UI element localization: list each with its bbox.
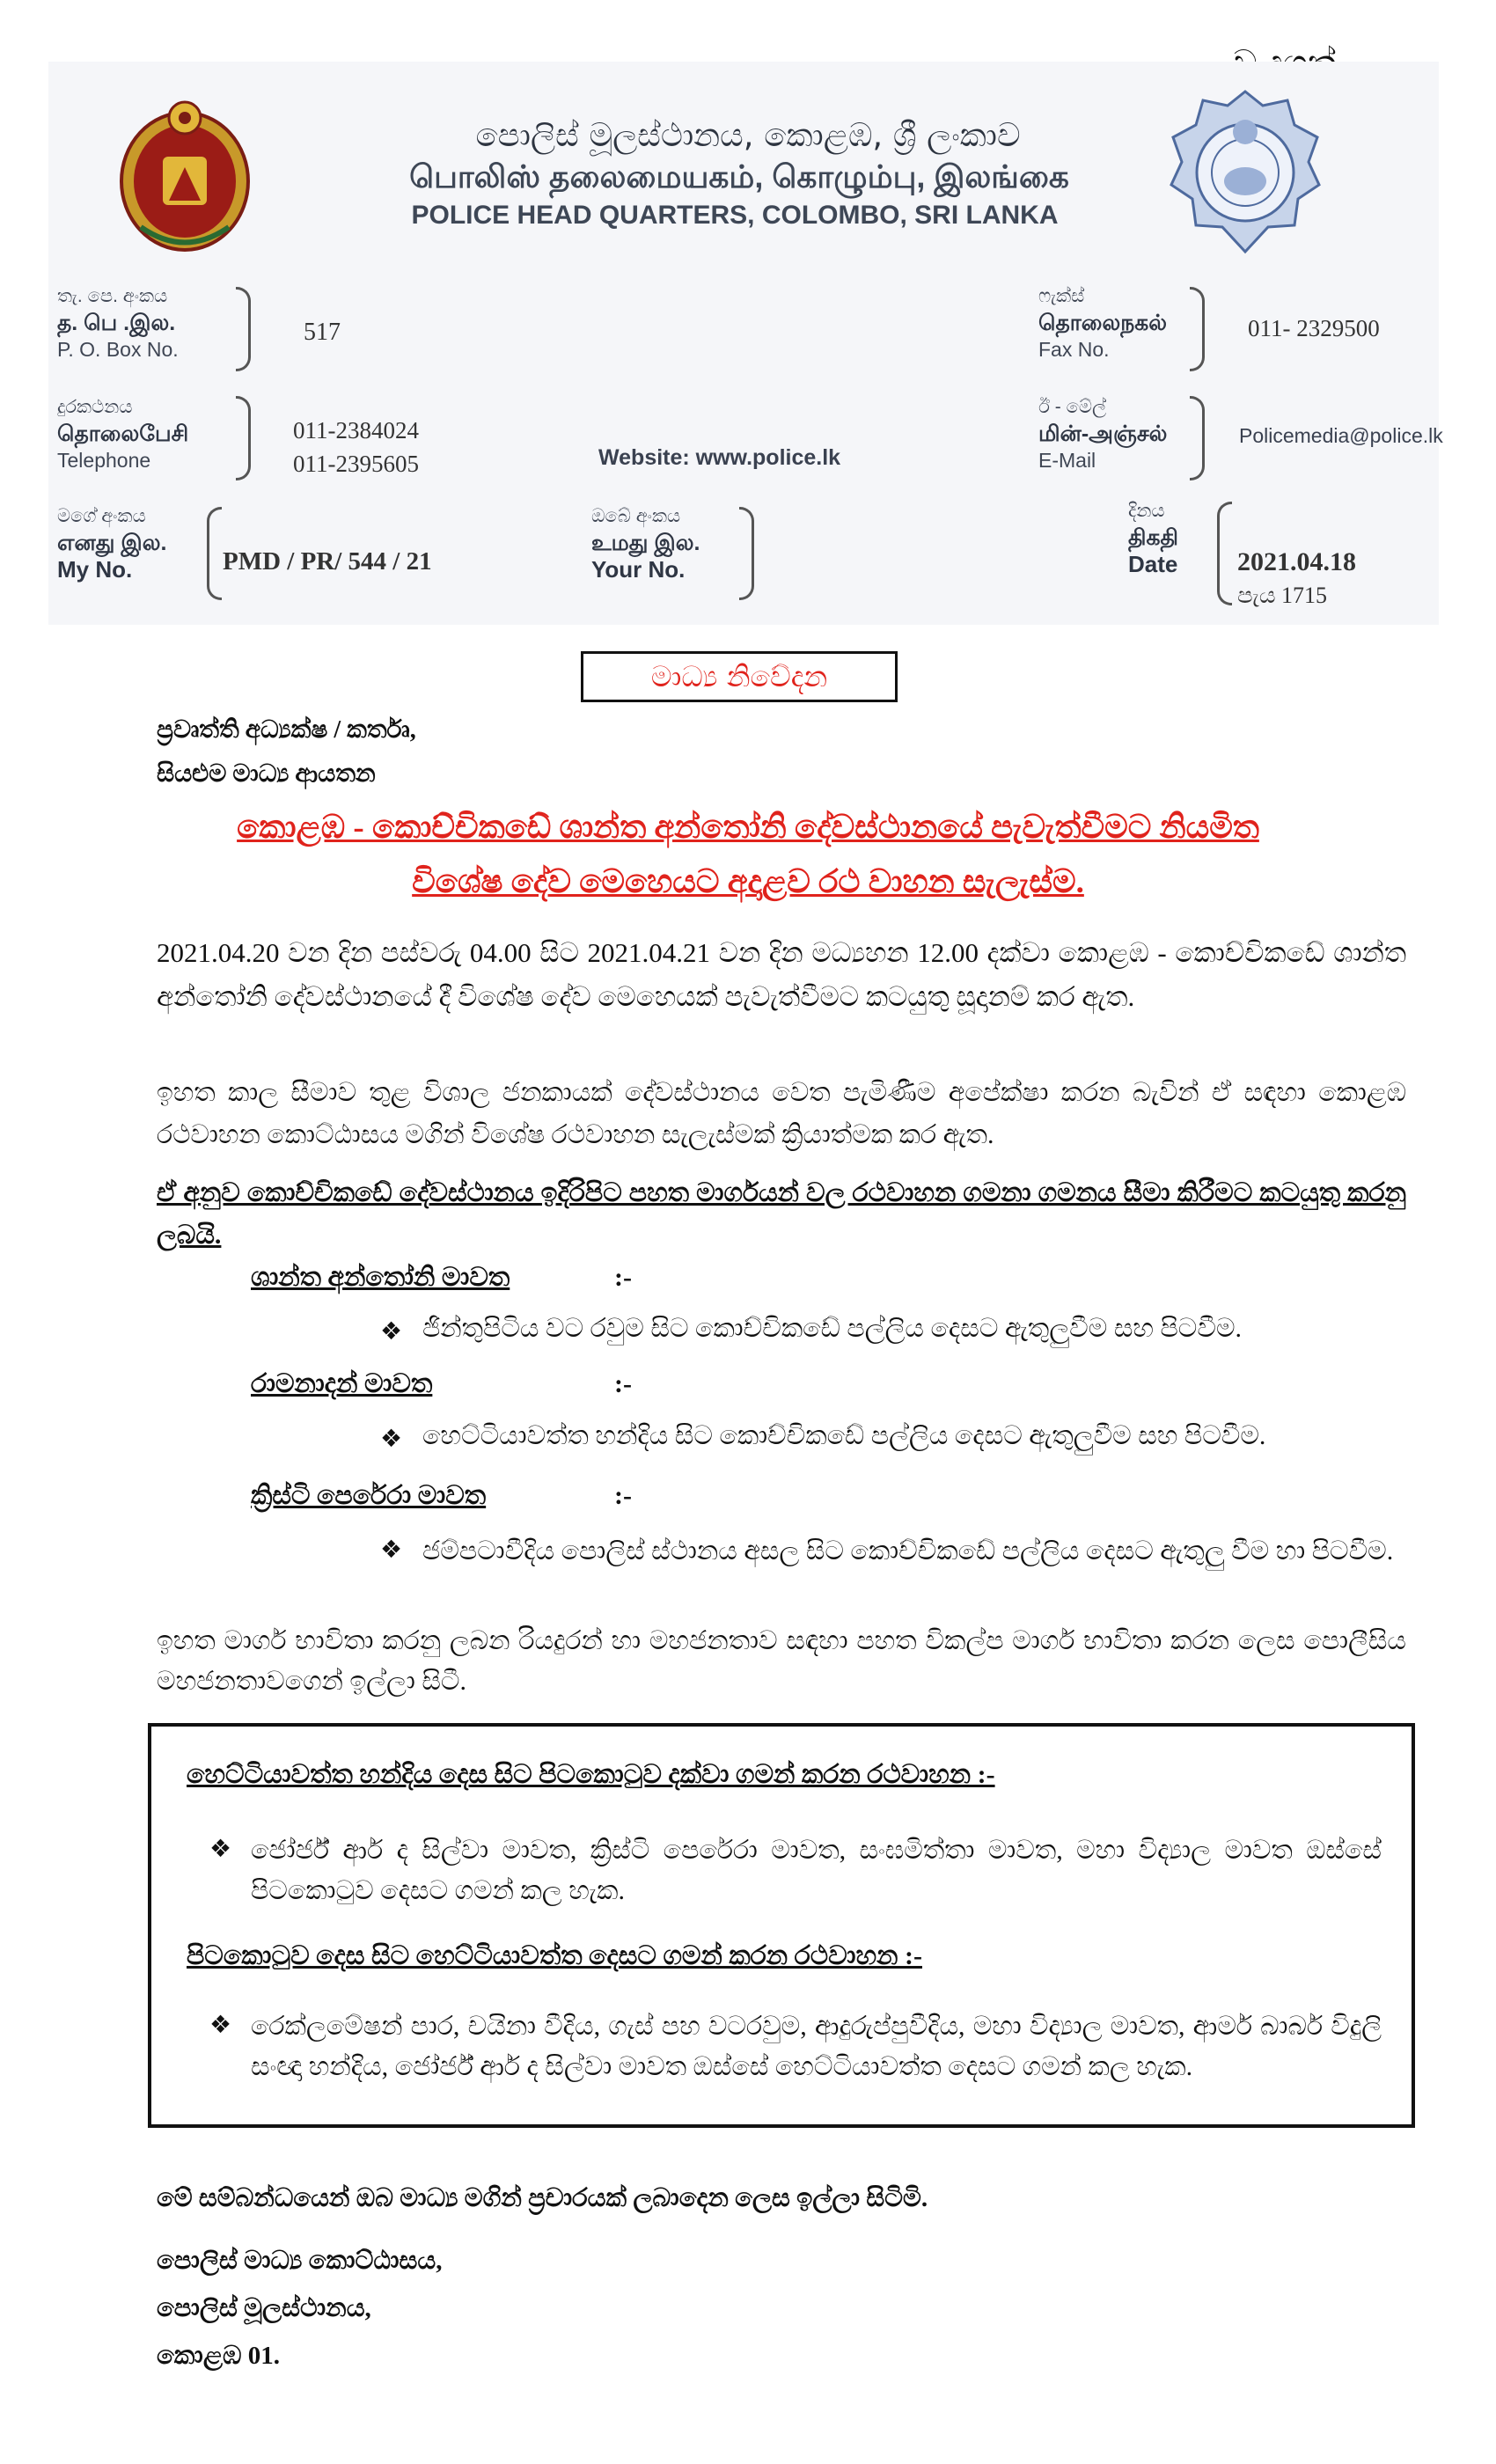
- my-no-brace: [207, 507, 222, 600]
- recipients: ප්‍රවෘත්ති අධ්‍යක්ෂ / කර්තෘ, සියළුම මාධ්‍ය ආයතන: [157, 716, 416, 788]
- email-link[interactable]: Policemedia@police.lk: [1239, 424, 1443, 447]
- your-no-label: ඔබේ අංකය உமது இல. Your No.: [591, 506, 700, 583]
- po-box-value: 517: [304, 319, 341, 346]
- header-sinhala: පොලිස් මූලස්ථානය, කොළඹ, ශ්‍රී ලංකාව: [475, 116, 1021, 154]
- diamond-bullet-icon: ❖: [380, 1316, 403, 1346]
- date-value: 2021.04.18: [1237, 547, 1356, 576]
- my-no-label: මගේ අංකය எனது இல. My No.: [57, 506, 167, 583]
- road-sep-1: :-: [614, 1263, 632, 1292]
- header-english: POLICE HEAD QUARTERS, COLOMBO, SRI LANKA: [411, 201, 1059, 230]
- date-label: දිනය திகதி Date: [1128, 501, 1178, 577]
- email-label: ඊ - මේල් மின்-அஞ்சல் E-Mail: [1038, 397, 1168, 472]
- road-name-1: ශාන්ත අන්තෝනි මාවත: [251, 1263, 510, 1292]
- road-name-2: රාමනාදන් මාවත: [251, 1369, 433, 1398]
- paragraph-2: ඉහත කාල සීමාව තුළ විශාල ජනකායක් දේවස්ථානය වෙත පැමිණීම අපේක්ෂා කරන බැවින් ඒ සඳහා කොළඹ රථවාහන කොට්ඨාසය මගින් විශේෂ රථවාහන සැලැස්මක් ක්‍රියාත්මක කර ඇත.: [157, 1078, 1406, 1149]
- paragraph-4: ඉහත මාර්ග භාවිතා කරනු ලබන රියදුරන් හා මහජනතාව සඳහා පහත විකල්ප මාර්ග භාවිතා කරන ලෙස පොලීසිය මහජනතාවගෙන් ඉල්ලා සිටී.: [157, 1626, 1406, 1696]
- po-box-label: තැ. පෙ. අංකය த. பெ .இல. P. O. Box No.: [57, 286, 179, 361]
- your-no-brace: [739, 507, 754, 600]
- road-sep-3: :-: [614, 1481, 632, 1510]
- time-value: පැය 1715: [1237, 583, 1328, 608]
- road-detail-3: ජම්පටාවීදිය පොලිස් ස්ථානය අසල සිට කොච්චිකඩේ පල්ලිය දෙසට ඇතුලු වීම හා පිටවීම.: [422, 1536, 1394, 1566]
- closing-line: මේ සම්බන්ධයෙන් ඔබ මාධ්‍ය මගින් ප්‍රචාරයක් ලබාදෙන ලෙස ඉල්ලා සිටිමි.: [157, 2184, 928, 2212]
- paragraph-1: 2021.04.20 වන දින පස්වරු 04.00 සිට 2021.04.21 වන දින මධ්‍යහන 12.00 දක්වා කොළඹ - කොච්චිකඩේ ශාන්ත අන්තෝනි දේවස්ථානයේ දී විශේෂ දේව මෙහෙයක් පැවැත්වීමට කටයුතු සූදානම් කර ඇත.: [157, 937, 1406, 1012]
- road-detail-1: ජින්තුපිටිය වට රවුම සිට කොච්චිකඩේ පල්ලිය දෙසට ඇතුලුවීම සහ පිටවීම.: [422, 1314, 1243, 1343]
- paragraph-3: ඒ අනුව කොච්චිකඩේ දේවස්ථානය ඉදිරිපිට පහත මාර්ගයන් වල රථවාහන ගමනා ගමනය සීමා කිරීමට කටයුතු කරනු ලබයි.: [157, 1178, 1406, 1250]
- media-release-title: මාධ්‍ය නිවේදන: [581, 651, 898, 702]
- diamond-bullet-icon: ❖: [380, 1535, 403, 1564]
- road-sep-2: :-: [614, 1369, 632, 1398]
- alt-route-detail-2: රෙක්ලමේෂන් පාර, චයිනා වීදිය, ගැස් පහ වටරවුම, ආදුරුප්පුවීදිය, මහා විද්‍යාල මාවත, ආමර් බාබර් විදුලි සංඥා හන්දිය, ජෝර්ජ් ආර් ද සිල්වා මාවත ඔස්සේ හෙට්ටියාවත්ත දෙසට ගමන් කල හැක.: [251, 2012, 1382, 2081]
- website-link[interactable]: Website: www.police.lk: [598, 445, 841, 470]
- fax-brace: [1190, 287, 1205, 371]
- road-name-3: ක්‍රිස්ටි පෙරේරා මාවත: [251, 1481, 487, 1510]
- telephone-label: දුරකථනය தொலைபேசி Telephone: [57, 397, 189, 472]
- fax-label: ෆැක්ස් தொலைநகல் Fax No.: [1038, 286, 1167, 361]
- fax-value: 011- 2329500: [1248, 315, 1380, 341]
- telephone-values: 011-2384024 011-2395605: [293, 417, 419, 477]
- subject-heading: කොළඹ - කොච්චිකඩේ ශාන්ත අන්තෝනි දේවස්ථානයේ පැවැත්වීමට නියමිත විශේෂ දේව මෙහෙයට අදාළව රථ වාහන සැලැස්ම.: [237, 810, 1259, 900]
- alt-route-heading-1: හෙට්ටියාවත්ත හන්දිය දෙස සිට පිටකොටුව දක්වා ගමන් කරන රථවාහන :-: [187, 1760, 995, 1789]
- diamond-bullet-icon: ❖: [209, 1834, 232, 1863]
- my-no-value: PMD / PR/ 544 / 21: [223, 547, 432, 576]
- email-brace: [1190, 396, 1205, 480]
- diamond-bullet-icon: ❖: [209, 2010, 232, 2039]
- signoff: පොලිස් මාධ්‍ය කොට්ඨාසය, පොලිස් මූලස්ථානය, කොළඹ 01.: [157, 2247, 443, 2370]
- alt-route-heading-2: පිටකොටුව දෙස සිට හෙට්ටියාවත්ත දෙසට ගමන් කරන රථවාහන :-: [187, 1941, 922, 1970]
- telephone-brace: [236, 396, 251, 480]
- alt-route-detail-1: ජෝර්ජ් ආර් ද සිල්වා මාවත, ක්‍රිස්ටි පෙරේරා මාවත, සංඝමිත්තා මාවත, මහා විද්‍යාල මාවත ඔස්සේ පිටකොටුව දෙසට ගමන් කල හැක.: [251, 1836, 1382, 1905]
- header-tamil: பொலிஸ் தலைமையகம், கொழும்பு, இலங்கை: [409, 158, 1069, 194]
- date-brace: [1217, 502, 1232, 605]
- diamond-bullet-icon: ❖: [380, 1424, 403, 1453]
- po-box-brace: [236, 287, 251, 371]
- road-detail-2: හෙට්ටියාවත්ත හන්දිය සිට කොච්චිකඩේ පල්ලිය දෙසට ඇතුලුවීම සහ පිටවීම.: [422, 1421, 1266, 1450]
